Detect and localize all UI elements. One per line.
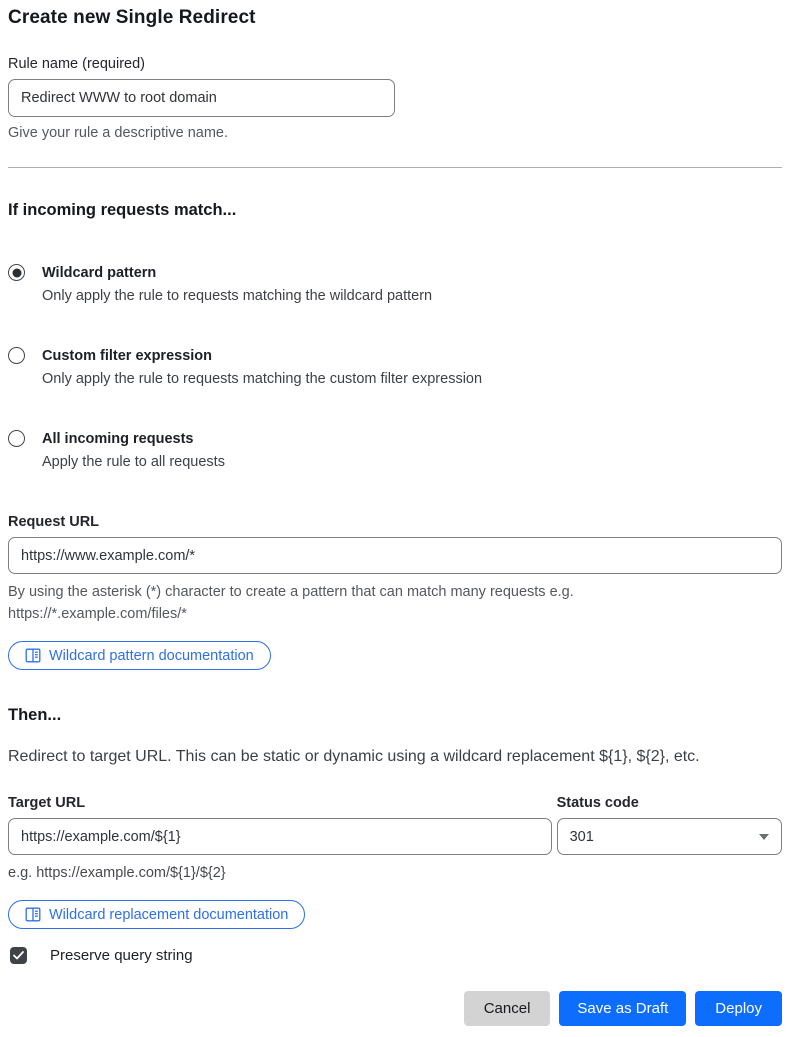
- radio-option-description: Apply the rule to all requests: [42, 454, 225, 470]
- request-url-helper-line1: By using the asterisk (*) character to create a pattern that can match many requests e.g.: [8, 584, 574, 600]
- radio-option-body: [42, 429, 225, 472]
- status-code-column: [557, 793, 782, 884]
- radio-option-wildcard-pattern[interactable]: [8, 263, 782, 306]
- target-url-helper: e.g. https://example.com/${1}/${2}: [8, 865, 226, 881]
- cancel-button[interactable]: Cancel: [464, 991, 551, 1026]
- radio-option-description: Only apply the rule to requests matching the custom filter expression: [42, 371, 483, 387]
- save-as-draft-button[interactable]: Save as Draft: [559, 991, 686, 1026]
- match-section-heading: If incoming requests match...: [8, 201, 237, 219]
- wildcard-pattern-documentation-button[interactable]: [8, 641, 271, 670]
- status-code-select[interactable]: [557, 818, 782, 855]
- wildcard-replacement-documentation-button[interactable]: [8, 900, 305, 929]
- radio-option-label: All incoming requests: [42, 431, 194, 447]
- target-url-input[interactable]: [8, 818, 552, 855]
- status-code-selected-value: 301: [569, 828, 594, 845]
- request-url-helper-line2: https://*.example.com/files/*: [8, 606, 187, 622]
- request-url-helper: [8, 581, 782, 625]
- radio-option-body: [42, 263, 432, 306]
- status-code-label: Status code: [556, 795, 639, 811]
- radio-option-body: [42, 346, 482, 389]
- radio-button-icon[interactable]: [8, 264, 25, 281]
- deploy-button[interactable]: Deploy: [695, 991, 782, 1026]
- request-url-label: Request URL: [8, 514, 100, 530]
- rule-name-section: [8, 54, 782, 144]
- then-section-description: Redirect to target URL. This can be static or dynamic using a wildcard replacement ${1}, ${2}, etc.: [8, 748, 700, 765]
- rule-name-label: Rule name (required): [8, 56, 146, 72]
- preserve-query-string-label: Preserve query string: [50, 947, 193, 964]
- radio-button-icon[interactable]: [8, 347, 25, 364]
- rule-name-helper: Give your rule a descriptive name.: [8, 125, 229, 141]
- radio-option-all-incoming-requests[interactable]: [8, 429, 782, 472]
- form-footer: [8, 991, 782, 1026]
- rule-name-input[interactable]: [8, 79, 395, 117]
- checkbox-checked-icon[interactable]: [10, 947, 27, 964]
- target-url-label: Target URL: [8, 795, 86, 811]
- radio-option-label: Custom filter expression: [42, 348, 213, 364]
- match-section: [8, 199, 782, 670]
- create-redirect-form: [0, 6, 790, 1026]
- then-section: [8, 704, 782, 964]
- target-url-column: [8, 793, 552, 884]
- target-row: [8, 793, 782, 884]
- request-url-input[interactable]: [8, 537, 782, 574]
- caret-down-icon: [759, 834, 769, 840]
- radio-option-label: Wildcard pattern: [42, 265, 157, 281]
- radio-option-custom-filter-expression[interactable]: [8, 346, 782, 389]
- then-section-heading: Then...: [8, 706, 62, 724]
- book-icon: [25, 648, 41, 663]
- radio-button-icon[interactable]: [8, 430, 25, 447]
- preserve-query-string-row[interactable]: [8, 947, 782, 964]
- radio-option-description: Only apply the rule to requests matching the wildcard pattern: [42, 288, 433, 304]
- doc-button-label: Wildcard replacement documentation: [49, 906, 289, 923]
- section-divider: [8, 167, 782, 168]
- book-icon: [25, 907, 41, 922]
- doc-button-label: Wildcard pattern documentation: [49, 647, 254, 664]
- page-title: Create new Single Redirect: [8, 7, 256, 28]
